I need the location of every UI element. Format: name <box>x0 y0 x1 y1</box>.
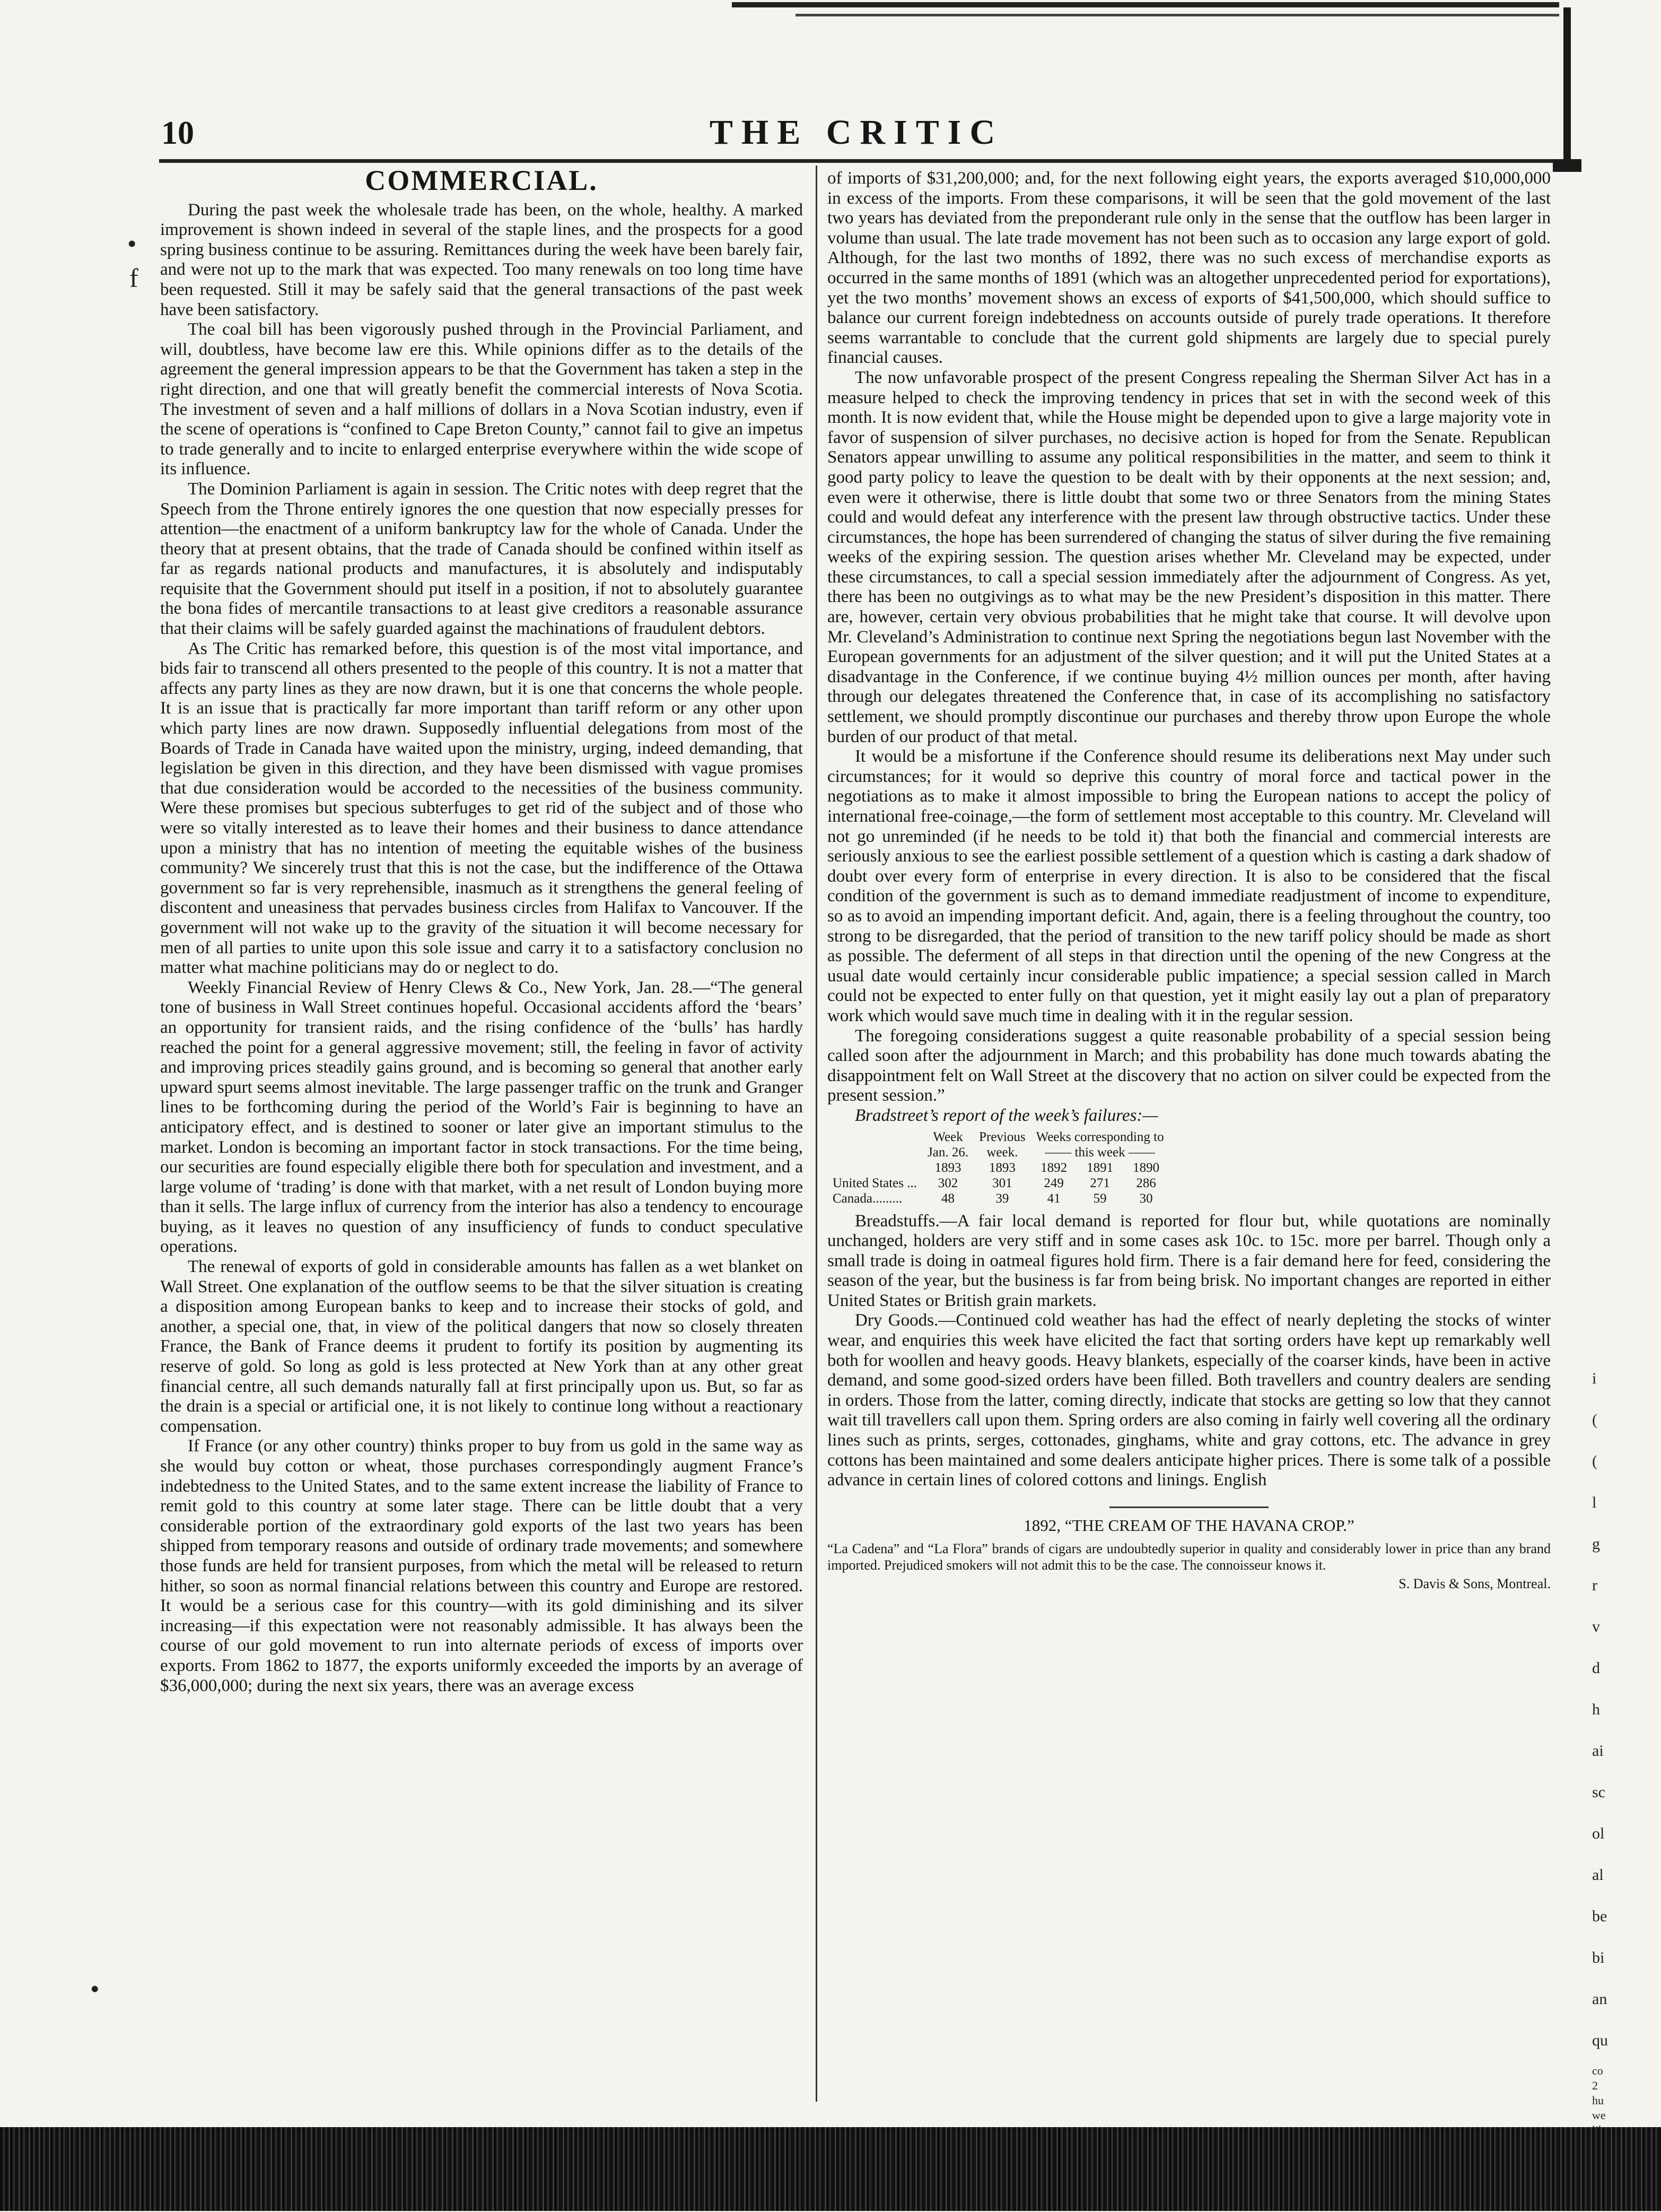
margin-fragment: ( <box>1592 1452 1597 1470</box>
table-header-cell: Weeks corresponding to <box>1036 1129 1164 1144</box>
article-paragraph: Weekly Financial Review of Henry Clews & Co., New York, Jan. 28.—“The general tone of business in Wall Street continues hopeful. Occasional accidents afford the ‘bears’ an opportunity for transient raids, and the rising confidence of the ‘bulls’ has hardly reached the point for a general aggressive movement; still, the feeling in favor of activity and improving prices steadily gains ground, and is becoming so general that another early upward spurt seems almost inevitable. The large passenger traffic on the trunk and Granger lines to be forthcoming during the period of the World’s Fair is beginning to have an anticipatory effect, and is destined to sooner or later give an important stimulus to the market. London is becoming an important factor in stock transactions. For the time being, our securities are found especially eligible there both for speculation and investment, and a large volume of ‘trading’ is done with that market, with a net result of London buying more than it sells. The large influx of currency from the interior has also a tendency to encourage buying, as it leaves no question of any insufficiency of funds to conduct speculative operations. <box>160 978 803 1257</box>
table-cell: 59 <box>1093 1191 1107 1206</box>
article-paragraph: The foregoing considerations suggest a quite reasonable probability of a special session being called soon after the adjournment in March; and this probability has done much towards abating the disappointment felt on Wall Street at the discovery that no action on silver could be expected from the present session.” <box>827 1026 1551 1105</box>
margin-fragment: v <box>1592 1618 1600 1635</box>
article-paragraph: The renewal of exports of gold in considerable amounts has fallen as a wet blanket on Wall Street. One explanation of the outflow seems to be that the silver situation is creating a disposition among European banks to keep and to increase their stocks of gold, and another, a special one, that, in view of the political dangers that now so closely threaten France, the Bank of France deems it prudent to fortify its position by augmenting its reserve of gold. So long as gold is less protected at New York than at any other great financial centre, all such demands naturally fall at first principally upon us. But, so far as the drain is a special or artificial one, it is not likely to continue long without a reactionary compensation. <box>160 1257 803 1436</box>
table-header-cell <box>833 1160 922 1175</box>
table-cell: 41 <box>1047 1191 1061 1206</box>
margin-fragment: bi <box>1592 1949 1605 1966</box>
margin-fragment: al <box>1592 1866 1604 1884</box>
page-number: 10 <box>161 115 194 151</box>
table-header-cell: 1892 <box>1041 1160 1068 1175</box>
advertisement-signature: S. Davis & Sons, Montreal. <box>1398 1576 1551 1592</box>
table-cell: 271 <box>1090 1175 1110 1190</box>
article-paragraph: Dry Goods.—Continued cold weather has had the effect of nearly depleting the stocks of winter wear, and enquiries this week have elicited the fact that sorting orders have kept up remarkably well both for woollen and heavy goods. Heavy blankets, especially of the coarser kinds, have been in active demand, and some good-sized orders have been filled. Both travellers and country dealers are sending in orders. Those from the latter, coming directly, indicate that stocks are getting so low that they cannot wait till travellers call upon them. Spring orders are also coming in fairly well covering all the ordinary lines such as prints, serges, cottonades, ginghams, white and gray cottons, etc. The advance in grey cottons has been maintained and some dealers anticipate higher prices. There is some talk of a possible advance in certain lines of colored cottons and linings. English <box>827 1311 1551 1490</box>
table-cell: 30 <box>1139 1191 1153 1206</box>
table-header-cell: Previous <box>979 1129 1026 1144</box>
table-cell: United States ... <box>833 1175 917 1190</box>
right-margin-fragments <box>1592 1358 1634 2061</box>
table-row <box>833 1175 1169 1191</box>
table-cell: 48 <box>941 1191 955 1206</box>
article-paragraph: As The Critic has remarked before, this question is of the most vital importance, and bids fair to transcend all others presented to the people of this country. It is not a matter that affects any party lines as they are now drawn, but it is one that concerns the whole people. It is an issue that is practically far more important than tariff reform or any other upon which party lines are now drawn. Supposedly influential delegations from most of the Boards of Trade in Canada have waited upon the ministry, urging, indeed demanding, that legislation be given in this direction, and they have been dismissed with vague promises that due consideration would be accorded to the necessities of the business community. Were these promises but specious subterfuges to get rid of the subject and of those who were so vitally interested as to leave their homes and their business to dance attendance upon a ministry that has no intention of meeting the equitable wishes of the business community? We sincerely trust that this is not the case, but the indifference of the Ottawa government so far is very reprehensible, inasmuch as it strengthens the general feeling of discontent and uneasiness that pervades business circles from Halifax to Vancouver. If the government will not wake up to the gravity of the situation it will become necessary for men of all parties to unite upon this sole issue and carry it to a satisfactory conclusion no matter what machine politicians may do or neglect to do. <box>160 639 803 978</box>
table-header-cell <box>833 1129 922 1145</box>
margin-fragment: sc <box>1592 1783 1605 1801</box>
table-header-row <box>833 1145 1169 1160</box>
table-cell: Canada......... <box>833 1191 903 1206</box>
margin-fragment: co <box>1592 2064 1603 2077</box>
table-cell: 39 <box>995 1191 1009 1206</box>
margin-fragment: 2 <box>1592 2079 1598 2092</box>
advertisement-rule <box>1109 1506 1269 1508</box>
table-header-cell: week. <box>986 1145 1018 1160</box>
journal-title: THE CRITIC <box>709 113 1004 152</box>
bradstreet-intro: Bradstreet’s report of the week’s failures:— <box>855 1105 1158 1125</box>
article-paragraph: If France (or any other country) thinks proper to buy from us gold in the same way as she would buy cotton or wheat, those purchases correspondingly augment France’s indebtedness to the United States, and to the same extent increase the liability of France to remit gold to this country at some later stage. There can be little doubt that a very considerable portion of the extraordinary gold exports of the last two years has been shipped from temporary reasons and outside of ordinary trade movements; and somewhere those funds are held for transient purposes, from which the metal will be released to return hither, so soon as normal financial relations between this country and Europe are restored. It would be a serious case for this country—with its gold diminishing and its silver increasing—if this expectation were not reasonably admissible. It has always been the course of our gold movement to run into alternate periods of excess of imports over exports. From 1862 to 1877, the exports uniformly exceeded the imports by an average of $36,000,000; during the next six years, there was an average excess <box>160 1436 803 1695</box>
margin-fragment: we <box>1592 2109 1606 2122</box>
column-divider <box>816 166 817 2102</box>
scan-bottom-band <box>0 2127 1661 2211</box>
table-header-cell: 1893 <box>989 1160 1016 1175</box>
right-column <box>827 169 1551 1592</box>
article-paragraph: It would be a misfortune if the Conference should resume its deliberations next May under such circumstances; for it would so deprive this country of moral force and tactical power in the negotiations as to make it almost impossible to bring the European nations to accept the policy of international free-coinage,—the form of settlement most acceptable to this country. Mr. Cleveland will not go unreminded (if he needs to be told it) that both the financial and commercial interests are seriously anxious to see the earliest possible settlement of a question which is casting a dark shadow of doubt over every form of enterprise in every direction. It is also to be considered that the fiscal condition of the government is such as to demand immediate readjustment of income to expenditure, so as to avoid an impending important deficit. And, again, there is a feeling throughout the country, too strong to be disregarded, that the period of transition to the new tariff policy should be made as short as possible. The deferment of all steps in that direction until the opening of the new Congress at the usual date would certainly incur considerable public impatience; a special session called in March could not be expected to enter fully on that question, yet it might easily lay out a plan of preparatory work which would save much time in dealing with it in the regular session. <box>827 747 1551 1025</box>
margin-fragment: ol <box>1592 1825 1605 1842</box>
table-header-cell: 1893 <box>934 1160 961 1175</box>
margin-fragment: r <box>1592 1577 1597 1594</box>
margin-fragment: ai <box>1592 1742 1604 1760</box>
table-header-cell: 1890 <box>1133 1160 1160 1175</box>
article-paragraph: The coal bill has been vigorously pushed through in the Provincial Parliament, and will, doubtless, have become law ere this. While opinions differ as to the details of the agreement the general impression appears to be that the Government has taken a step in the right direction, and one that will greatly benefit the commercial interests of Nova Scotia. The investment of seven and a half millions of dollars in a Nova Scotian industry, even if the scene of operations is “confined to Cape Breton County,” cannot fail to give an impetus to trade generally and to incite to enlarged enterprise everywhere within the wide scope of its influence. <box>160 320 803 479</box>
advertisement-text: “La Cadena” and “La Flora” brands of cigars are undoubtedly superior in quality and considerably lower in price than any brand imported. Prejudiced smokers will not admit this to be the case. The connoisseur knows it. <box>827 1541 1551 1573</box>
table-header-cell <box>833 1145 922 1160</box>
margin-fragment: hu <box>1592 2094 1604 2107</box>
margin-fragment: g <box>1592 1535 1600 1553</box>
binding-mark <box>1563 7 1571 167</box>
binding-mark-foot <box>1553 159 1581 172</box>
article-paragraph: of imports of $31,200,000; and, for the next following eight years, the exports averaged $10,000,000 in excess of the imports. From these comparisons, it will be seen that the gold movement of the last two years has deviated from the preponderant rule only in the sense that the outflow has been larger in volume than usual. The late trade movement has not been such as to occasion any large export of gold. Although, for the last two months of 1892, there was no such excess of merchandise exports as occurred in the same months of 1891 (which was an altogether unprecedented period for exportations), yet the two months’ movement shows an excess of exports of $41,500,000, which should suffice to balance our current foreign indebtedness on accounts outside of purely trade operations. It therefore seems warrantable to conclude that the current gold shipments are largely due to special purely financial causes. <box>827 169 1551 368</box>
table-cell: 302 <box>938 1175 958 1190</box>
article-paragraph: The Dominion Parliament is again in session. The Critic notes with deep regret that the Speech from the Throne entirely ignores the one question that now especially presses for attention—the enactment of a uniform bankruptcy law for the whole of Canada. Under the theory that at present obtains, that the trade of Canada should be confined within itself as far as regards national products and manufactures, it is absolutely and indisputably requisite that the Government should put itself in a position, if not to absolutely guarantee the bona fides of mercantile transactions to at least give creditors a reasonable assurance that their claims will be safely guarded against the machinations of fraudulent debtors. <box>160 479 803 639</box>
table-cell: 301 <box>992 1175 1012 1190</box>
table-header-row <box>833 1129 1169 1145</box>
margin-mark: • <box>90 1974 100 2004</box>
article-paragraph: Breadstuffs.—A fair local demand is reported for flour but, while quotations are nominally unchanged, holders are very stiff and in some cases ask 10c. to 15c. more per barrel. Though only a small trade is doing in oatmeal figures hold firm. There is a fair demand here for feed, considering the season of the year, but the business is far from being brisk. No important changes are reported in either United States or British grain markets. <box>827 1211 1551 1310</box>
margin-fragment: d <box>1592 1659 1600 1677</box>
top-edge-rule-thin <box>795 14 1559 16</box>
header-rule <box>159 159 1554 163</box>
table-header-cell: 1891 <box>1087 1160 1114 1175</box>
table-row <box>833 1191 1169 1206</box>
article-paragraph: The now unfavorable prospect of the present Congress repealing the Sherman Silver Act has in a measure helped to check the improving tendency in prices that set in with the second week of this month. It is now evident that, while the House might be depended upon to give a large majority vote in favor of suspension of silver purchases, no decisive action is hoped for from the Senate. Republican Senators appear unwilling to assume any political responsibilities in the matter, and seem to think it good party policy to leave the question to be dealt with by their opponents at the next session; and, even were it otherwise, there is little doubt that some two or three Senators from the mining States could and would defeat any interference with the present law through obstructive tactics. Under these circumstances, the hope has been surrendered of changing the status of silver during the five remaining weeks of the expiring session. The question arises whether Mr. Cleveland may be expected, under these circumstances, to call a special session immediately after the adjournment of Congress. As yet, there has been no outgivings as to what may be the new President’s disposition in this matter. There are, however, certain very obvious probabilities that he might take that course. It will devolve upon Mr. Cleveland’s Administration to continue next Spring the negotiations begun last November with the European governments for an adjustment of the silver question; and it will put the United States at a disadvantage in the Conference, if we continue buying 4½ million ounces per month, after having through our delegates threatened the Conference that, in case of its accomplishing no satisfactory settlement, we should promptly discontinue our purchases and thereby throw upon Europe the whole burden of our product of that metal. <box>827 368 1551 746</box>
section-title: COMMERCIAL. <box>365 164 598 196</box>
advertisement-title: 1892, “THE CREAM OF THE HAVANA CROP.” <box>1024 1516 1354 1535</box>
margin-fragment: qu <box>1592 2032 1608 2049</box>
margin-fragment: an <box>1592 1990 1607 2008</box>
margin-mark: • <box>127 229 137 258</box>
page-header <box>159 110 1554 155</box>
table-header-cell: —— this week —— <box>1045 1145 1155 1160</box>
table-header-cell: Jan. 26. <box>928 1145 969 1160</box>
failures-table <box>833 1129 1169 1206</box>
table-header-cell: Week <box>933 1129 963 1144</box>
top-edge-rule <box>732 2 1559 7</box>
margin-fragment: i <box>1592 1370 1597 1387</box>
table-cell: 249 <box>1044 1175 1064 1190</box>
margin-mark: f <box>129 263 138 293</box>
margin-fragment: be <box>1592 1908 1607 1925</box>
margin-fragment: l <box>1592 1494 1597 1511</box>
margin-fragment: ( <box>1592 1411 1597 1429</box>
margin-fragment: h <box>1592 1701 1600 1718</box>
article-paragraph: During the past week the wholesale trade has been, on the whole, healthy. A marked improvement is shown indeed in several of the staple lines, and the prospects for a good spring business continue to be assuring. Remittances during the week have been barely fair, and were not up to the mark that was expected. Too many renewals on too long time have been requested. Still it may be safely said that the general transactions of the past week have been satisfactory. <box>160 200 803 319</box>
table-header-row <box>833 1160 1169 1175</box>
left-column <box>160 164 803 1696</box>
table-cell: 286 <box>1136 1175 1156 1190</box>
